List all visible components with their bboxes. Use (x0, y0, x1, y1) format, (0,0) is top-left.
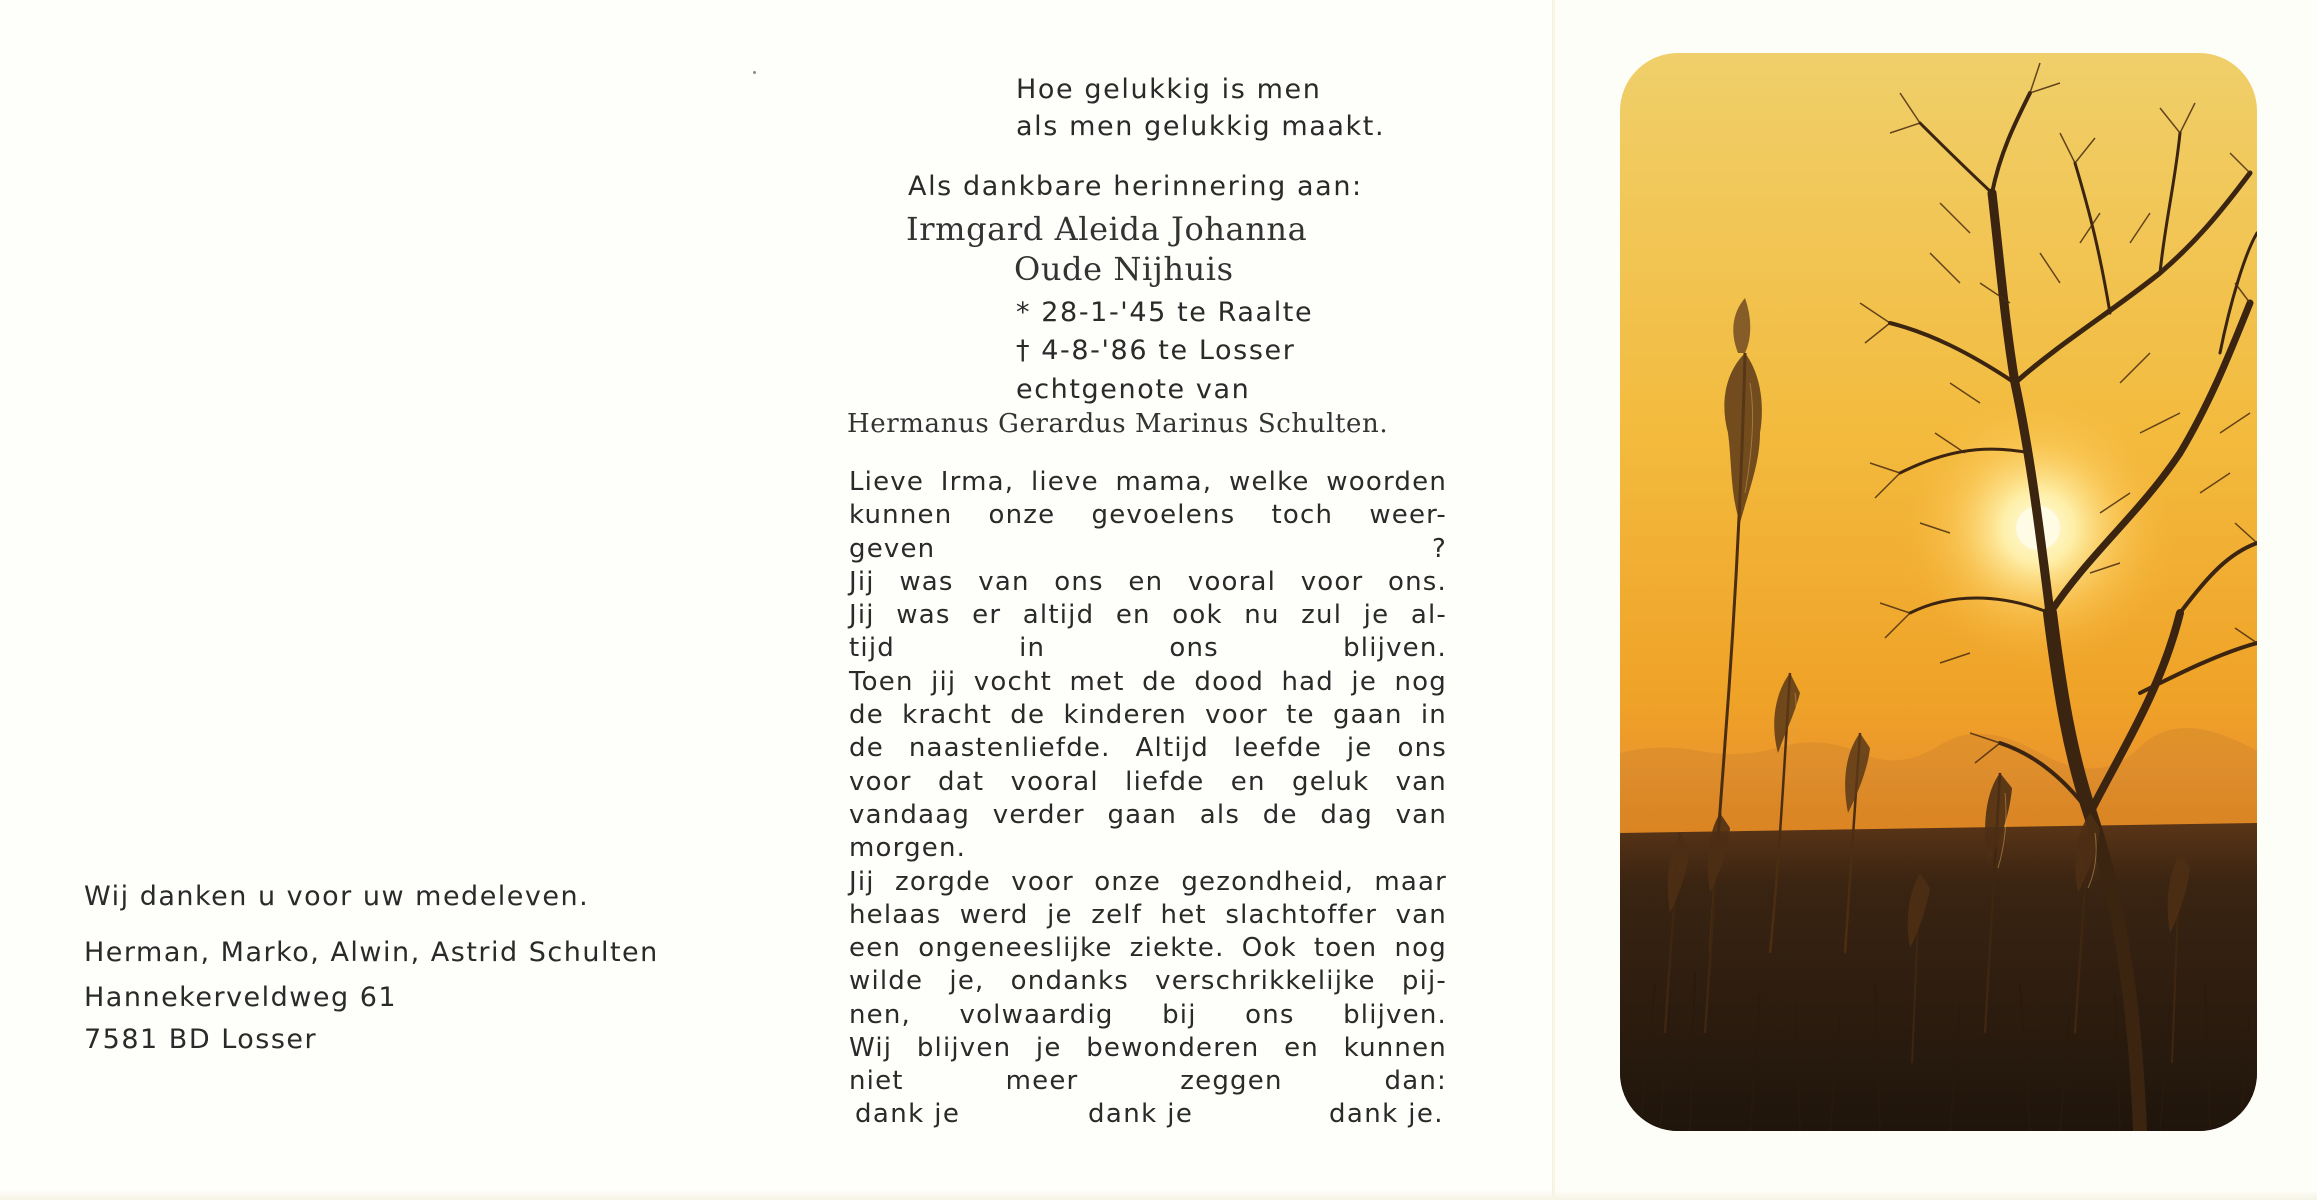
memorial-text-line: geven ? (849, 533, 1447, 564)
memorial-text-line: Jij zorgde voor onze gezondheid, maar (849, 866, 1447, 897)
memorial-text-line: helaas werd je zelf het slachtoffer van (849, 899, 1447, 930)
memorial-text-line: morgen. (849, 833, 967, 864)
spouse-name: Hermanus Gerardus Marinus Schulten. (847, 409, 1389, 439)
closing-thanks-3: dank je. (1329, 1099, 1444, 1129)
memorial-text-line: tijd in ons blijven. (849, 633, 1447, 664)
death-line: † 4-8-'86 te Losser (1016, 335, 1296, 366)
memorial-text-line: de kracht de kinderen voor te gaan in (849, 700, 1447, 731)
closing-thanks-1: dank je (855, 1099, 961, 1129)
memorial-text-line: niet meer zeggen dan: (849, 1066, 1447, 1097)
address-street: Hannekerveldweg 61 (84, 982, 398, 1013)
deceased-name-line-2: Oude Nijhuis (1014, 250, 1234, 288)
memorial-text-line: Jij was van ons en vooral voor ons. (849, 566, 1447, 597)
memorial-text-line: de naastenliefde. Altijd leefde je ons (849, 733, 1447, 764)
closing-thanks-2: dank je (1088, 1099, 1194, 1129)
memorial-text-line: een ongeneeslijke ziekte. Ook toen nog (849, 933, 1447, 964)
memorial-text-line: voor dat vooral liefde en geluk van (849, 766, 1447, 797)
deceased-name-line-1: Irmgard Aleida Johanna (906, 210, 1308, 248)
thanks-line: Wij danken u voor uw medeleven. (84, 881, 590, 912)
address-city: 7581 BD Losser (84, 1024, 318, 1055)
memorial-text-line: vandaag verder gaan als de dag van (849, 799, 1447, 830)
sunset-reeds-tree-photo (1620, 53, 2257, 1131)
memorial-text-line: Wij blijven je bewonderen en kunnen (849, 1033, 1447, 1064)
remembrance-line: Als dankbare herinnering aan: (908, 171, 1363, 202)
paper-speck (753, 71, 756, 74)
card-left-panel (0, 0, 758, 1200)
memorial-text-line: Jij was er altijd en ook nu zul je al- (849, 600, 1447, 631)
motto-line-1: Hoe gelukkig is men (1016, 74, 1322, 105)
motto-line-2: als men gelukkig maakt. (1016, 111, 1386, 142)
paper-bottom-edge (0, 1190, 2317, 1200)
memorial-text-line: Toen jij vocht met de dood had je nog (849, 666, 1447, 697)
family-names: Herman, Marko, Alwin, Astrid Schulten (84, 937, 659, 968)
memorial-text-line: kunnen onze gevoelens toch weer- (849, 500, 1447, 531)
memorial-text-line: wilde je, ondanks verschrikkelijke pij- (849, 966, 1447, 997)
memorial-text (849, 466, 1447, 1099)
birth-line: * 28-1-'45 te Raalte (1016, 297, 1314, 328)
memorial-text-line: nen, volwaardig bij ons blijven. (849, 999, 1447, 1030)
card-fold-line (1552, 0, 1555, 1200)
spouse-intro: echtgenote van (1016, 374, 1251, 405)
memorial-text-line: Lieve Irma, lieve mama, welke woorden (849, 467, 1447, 497)
